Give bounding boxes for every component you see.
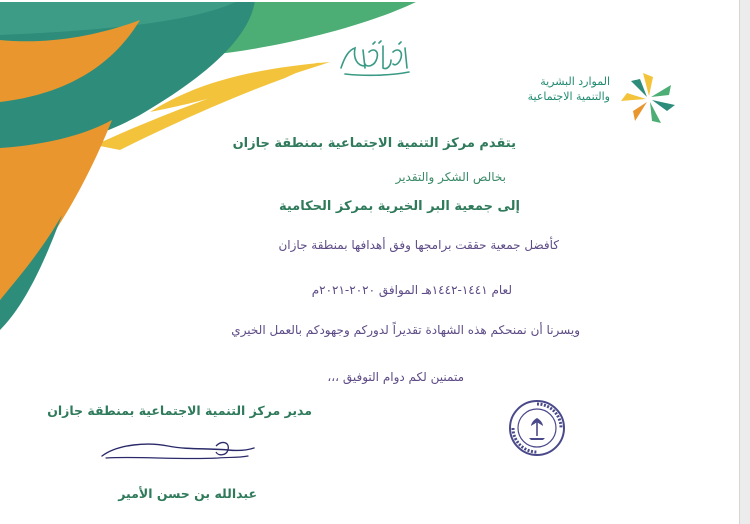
- logo-line-2: والتنمية الاجتماعية: [527, 90, 610, 103]
- hrsd-star-logo-icon: [618, 72, 680, 127]
- year-line: لعام ١٤٤١-١٤٤٢هـ الموافق ٢٠٢٠-٢٠٢١م: [311, 283, 512, 297]
- ministry-logo: [505, 72, 680, 127]
- official-seal-stamp-icon: [507, 398, 567, 458]
- logo-text: [528, 74, 610, 104]
- wishes-line: متمنين لكم دوام التوفيق ،،،: [327, 370, 464, 384]
- logo-line-1: الموارد البشرية: [540, 75, 610, 88]
- calligraphy-thanks: [335, 38, 415, 80]
- presenter-line: يتقدم مركز التنمية الاجتماعية بمنطقة جازان: [232, 136, 516, 151]
- reason-line: كأفضل جمعية حققت برامجها وفق أهدافها بمنطقة جازان: [278, 238, 559, 252]
- recipient-line: إلى جمعية البر الخيرية بمركز الحكامية: [278, 199, 520, 214]
- page-edge: [739, 0, 750, 524]
- signatory-name: عبدالله بن حسن الأمير: [118, 486, 257, 501]
- grant-line: ويسرنا أن نمنحكم هذه الشهادة تقديراً لدوركم وجهودكم بالعمل الخيري: [231, 323, 580, 337]
- signatory-title: مدير مركز التنمية الاجتماعية بمنطقة جازان: [47, 403, 312, 418]
- handwritten-signature: [98, 436, 258, 468]
- thanks-line: بخالص الشكر والتقدير: [395, 170, 506, 184]
